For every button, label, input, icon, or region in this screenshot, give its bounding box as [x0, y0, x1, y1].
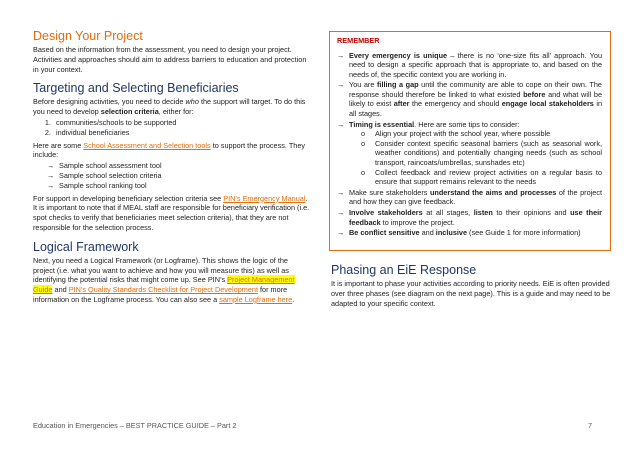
list-item: o Collect feedback and review project activities on a regular basis to ensure that support remains relevant to the needs	[361, 167, 602, 187]
left-column	[33, 29, 310, 305]
list-item: → Timing is essential. Here are some tips to consider: o Align your project with the school year, where possible o Consider context specific seasonal barriers (such as seasonal work, weather conditions) and potentially changing needs (such as school transport, raincoats/umbrellas, sunshades etc) o Collect feedback and review project activities on a regular basis to ensure that support remains relevant to the needs	[337, 119, 602, 187]
sample-logframe-link[interactable]: sample Logframe here	[219, 294, 293, 304]
list-item: → Be conflict sensitive and inclusive (see Guide 1 for more information)	[337, 228, 581, 238]
arrow-icon: →	[337, 228, 345, 238]
targeting-paragraph: Before designing activities, you need to decide who the support will target. To do this you need to develop selection criteria, either for:	[33, 97, 306, 117]
arrow-icon: →	[337, 80, 345, 90]
arrow-icon: →	[337, 119, 345, 129]
support-paragraph: For support in developing beneficiary selection criteria see PIN’s Emergency Manual. It is important to note that if MEAL staff are responsible for beneficiary verification (i.e. spot checks to verify that beneficiaries meet selection criteria), that they are not responsible for the selection process.	[33, 193, 310, 232]
phasing-section	[331, 263, 611, 308]
arrow-icon: →	[337, 208, 345, 217]
list-item: → Involve stakeholders at all stages, listen to their opinions and use their feedback to improve the project.	[337, 208, 602, 227]
tools-paragraph: Here are some School Assessment and Selection tools to support the process. They include:	[33, 140, 306, 160]
remember-box	[329, 31, 611, 251]
circle-bullet-icon: o	[361, 167, 366, 177]
page-number: 7	[587, 421, 592, 430]
timing-tips-list	[349, 129, 602, 187]
phasing-heading: Phasing an EiE Response	[331, 263, 477, 277]
quality-standards-checklist-link[interactable]: PIN’s Quality Standards Checklist for Project Development	[68, 285, 258, 295]
emergency-manual-link[interactable]: PIN’s Emergency Manual	[223, 193, 306, 203]
arrow-icon: →	[337, 50, 345, 60]
circle-bullet-icon: o	[361, 138, 366, 148]
design-heading: Design Your Project	[33, 29, 143, 43]
logframe-paragraph: Next, you need a Logical Framework (or Logframe). This shows the logic of the project (i.e. what you want to achieve and how you will measure this) as well as identifying the potential risks that might come up. See PIN’s Project Management Guide and PIN’s Quality Standards Checklist for Project Development for more information on the Logframe process. You can also see a sample Logframe here.	[33, 255, 295, 304]
footer-title: Education in Emergencies – BEST PRACTICE GUIDE – Part 2	[33, 421, 237, 430]
phasing-paragraph: It is important to phase your activities according to priority needs. EiE is often provided over three phases (see diagram on the next page). This is a guide and may need to be adapted to your specific context.	[331, 279, 611, 308]
arrow-icon: →	[47, 180, 55, 190]
page-footer	[33, 421, 608, 431]
logframe-heading: Logical Framework	[33, 239, 139, 254]
school-assessment-tools-link[interactable]: School Assessment and Selection tools	[83, 140, 211, 150]
arrow-icon: →	[47, 170, 55, 180]
criteria-list	[33, 118, 310, 138]
arrow-icon: →	[47, 161, 55, 171]
remember-list	[337, 51, 602, 238]
list-item: 1. communities/schools to be supported	[53, 118, 310, 128]
design-paragraph: Based on the information from the assessment, you need to design your project. Activities and approaches should aim to address barriers to education and protection in your context.	[33, 45, 307, 74]
arrow-icon: →	[337, 187, 345, 197]
list-item: 2. individual beneficiaries	[53, 128, 310, 138]
targeting-heading: Targeting and Selecting Beneficiaries	[33, 81, 239, 96]
remember-title: REMEMBER	[337, 36, 380, 45]
list-item: → Every emergency is unique – there is no ‘one-size fits all’ approach. You need to design a specific approach that is appropriate to, and based on the needs of, the specific context you are working in.	[337, 50, 602, 79]
list-item: → Sample school ranking tool	[47, 180, 147, 190]
list-item: → Make sure stakeholders understand the aims and processes of the project and how they can give feedback.	[337, 187, 602, 207]
circle-bullet-icon: o	[361, 129, 366, 139]
list-item: → You are filling a gap until the community are able to cope on their own. The response should therefore be linked to what existed before and what will be likely to exist after the emergency and should engage local stakeholders in all stages.	[337, 80, 602, 119]
project-management-guide-link[interactable]: Project Management Guide	[33, 275, 295, 295]
list-item: o Consider context specific seasonal barriers (such as seasonal work, weather conditions) and potentially changing needs (such as school transport, raincoats/umbrellas, sunshades etc)	[361, 138, 602, 168]
list-item: o Align your project with the school year, where possible	[361, 129, 551, 139]
list-item: → Sample school assessment tool	[47, 161, 162, 171]
tools-list	[33, 161, 310, 190]
list-item: → Sample school selection criteria	[47, 170, 162, 180]
